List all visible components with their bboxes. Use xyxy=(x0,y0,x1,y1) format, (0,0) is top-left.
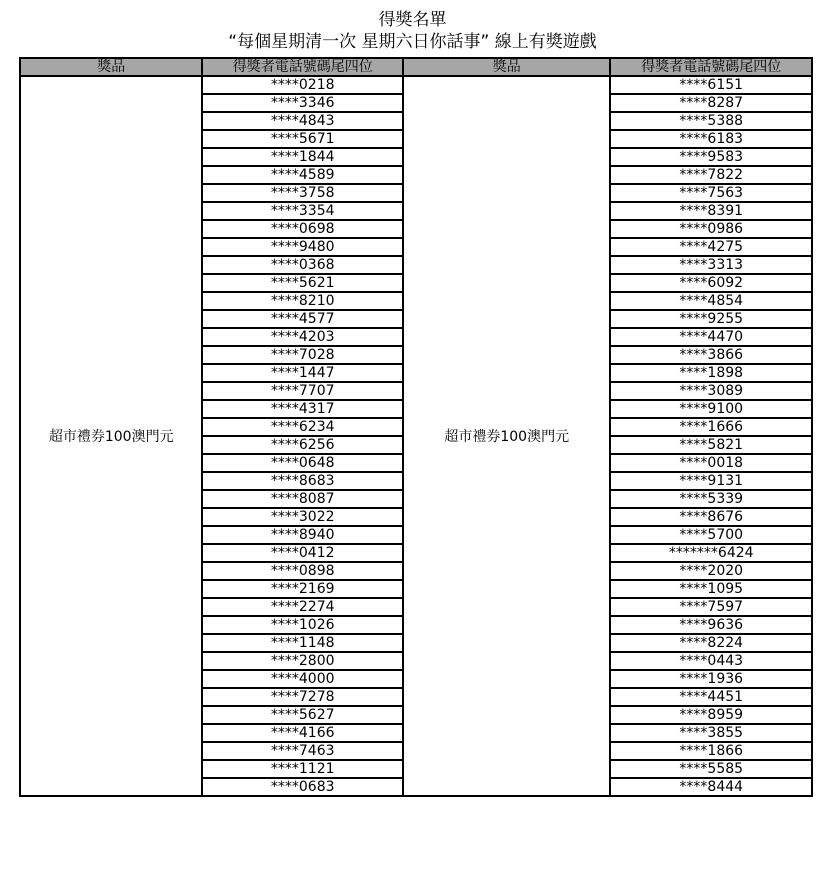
phone-left-cell: ****4203 xyxy=(202,328,403,346)
phone-right-cell: ****5821 xyxy=(610,436,812,454)
phone-left-cell: ****1148 xyxy=(202,634,403,652)
phone-right-cell: ****7597 xyxy=(610,598,812,616)
table-row xyxy=(20,76,812,94)
phone-left-cell: ****4317 xyxy=(202,400,403,418)
phone-left-cell: ****2800 xyxy=(202,652,403,670)
phone-left-cell: ****8940 xyxy=(202,526,403,544)
phone-right-cell: ****4470 xyxy=(610,328,812,346)
phone-left-cell: ****7278 xyxy=(202,688,403,706)
phone-right-cell: ****9100 xyxy=(610,400,812,418)
phone-left-cell: ****1844 xyxy=(202,148,403,166)
phone-left-cell: ****4589 xyxy=(202,166,403,184)
phone-right-cell: ****6183 xyxy=(610,130,812,148)
phone-right-cell: ****1898 xyxy=(610,364,812,382)
phone-left-cell: ****3346 xyxy=(202,94,403,112)
phone-right-cell: ****9255 xyxy=(610,310,812,328)
phone-left-cell: ****3022 xyxy=(202,508,403,526)
phone-left-cell: ****5627 xyxy=(202,706,403,724)
phone-right-cell: ****7822 xyxy=(610,166,812,184)
phone-right-cell: ****0018 xyxy=(610,454,812,472)
phone-right-cell: ****8444 xyxy=(610,778,812,796)
phone-left-cell: ****6256 xyxy=(202,436,403,454)
header-phone-right: 得獎者電話號碼尾四位 xyxy=(610,58,812,76)
phone-right-cell: ****0443 xyxy=(610,652,812,670)
header-prize-left: 獎品 xyxy=(20,58,202,76)
phone-left-cell: ****7028 xyxy=(202,346,403,364)
phone-left-cell: ****0683 xyxy=(202,778,403,796)
prize-left-cell: 超市禮券100澳門元 xyxy=(20,76,202,796)
winners-table xyxy=(19,57,813,797)
phone-left-cell: ****3758 xyxy=(202,184,403,202)
phone-left-cell: ****8087 xyxy=(202,490,403,508)
phone-right-cell: ****3866 xyxy=(610,346,812,364)
phone-right-cell: ****5388 xyxy=(610,112,812,130)
phone-right-cell: ****5585 xyxy=(610,760,812,778)
phone-left-cell: ****1121 xyxy=(202,760,403,778)
phone-right-cell: ****4275 xyxy=(610,238,812,256)
phone-right-cell: ****7563 xyxy=(610,184,812,202)
phone-left-cell: ****5671 xyxy=(202,130,403,148)
phone-left-cell: ****3354 xyxy=(202,202,403,220)
phone-left-cell: ****4843 xyxy=(202,112,403,130)
phone-left-cell: ****4000 xyxy=(202,670,403,688)
header-prize-right: 獎品 xyxy=(403,58,611,76)
phone-left-cell: ****2169 xyxy=(202,580,403,598)
phone-left-cell: ****6234 xyxy=(202,418,403,436)
phone-right-cell: *******6424 xyxy=(610,544,812,562)
phone-left-cell: ****7463 xyxy=(202,742,403,760)
phone-left-cell: ****8683 xyxy=(202,472,403,490)
phone-right-cell: ****1095 xyxy=(610,580,812,598)
phone-right-cell: ****3855 xyxy=(610,724,812,742)
phone-right-cell: ****3313 xyxy=(610,256,812,274)
phone-left-cell: ****4577 xyxy=(202,310,403,328)
phone-right-cell: ****1936 xyxy=(610,670,812,688)
phone-left-cell: ****7707 xyxy=(202,382,403,400)
phone-left-cell: ****9480 xyxy=(202,238,403,256)
page-subtitle: “每個星期清一次 星期六日你話事” 線上有獎遊戲 xyxy=(228,32,597,52)
phone-right-cell: ****8287 xyxy=(610,94,812,112)
phone-left-cell: ****8210 xyxy=(202,292,403,310)
phone-left-cell: ****1026 xyxy=(202,616,403,634)
phone-left-cell: ****0898 xyxy=(202,562,403,580)
phone-right-cell: ****9636 xyxy=(610,616,812,634)
phone-left-cell: ****0218 xyxy=(202,76,403,94)
phone-right-cell: ****8959 xyxy=(610,706,812,724)
phone-right-cell: ****4854 xyxy=(610,292,812,310)
phone-right-cell: ****9131 xyxy=(610,472,812,490)
phone-left-cell: ****4166 xyxy=(202,724,403,742)
header-phone-left: 得獎者電話號碼尾四位 xyxy=(202,58,403,76)
phone-right-cell: ****8676 xyxy=(610,508,812,526)
prize-right-cell: 超市禮券100澳門元 xyxy=(403,76,611,796)
phone-right-cell: ****3089 xyxy=(610,382,812,400)
table-header-row xyxy=(20,58,812,76)
phone-right-cell: ****6092 xyxy=(610,274,812,292)
phone-left-cell: ****0412 xyxy=(202,544,403,562)
phone-right-cell: ****6151 xyxy=(610,76,812,94)
phone-left-cell: ****0368 xyxy=(202,256,403,274)
phone-right-cell: ****4451 xyxy=(610,688,812,706)
phone-right-cell: ****8224 xyxy=(610,634,812,652)
phone-right-cell: ****1866 xyxy=(610,742,812,760)
phone-left-cell: ****1447 xyxy=(202,364,403,382)
phone-right-cell: ****2020 xyxy=(610,562,812,580)
phone-right-cell: ****5700 xyxy=(610,526,812,544)
phone-left-cell: ****5621 xyxy=(202,274,403,292)
phone-right-cell: ****0986 xyxy=(610,220,812,238)
phone-left-cell: ****2274 xyxy=(202,598,403,616)
phone-left-cell: ****0698 xyxy=(202,220,403,238)
phone-right-cell: ****5339 xyxy=(610,490,812,508)
phone-right-cell: ****8391 xyxy=(610,202,812,220)
page-title: 得獎名單 xyxy=(378,10,447,30)
phone-left-cell: ****0648 xyxy=(202,454,403,472)
phone-right-cell: ****9583 xyxy=(610,148,812,166)
phone-right-cell: ****1666 xyxy=(610,418,812,436)
